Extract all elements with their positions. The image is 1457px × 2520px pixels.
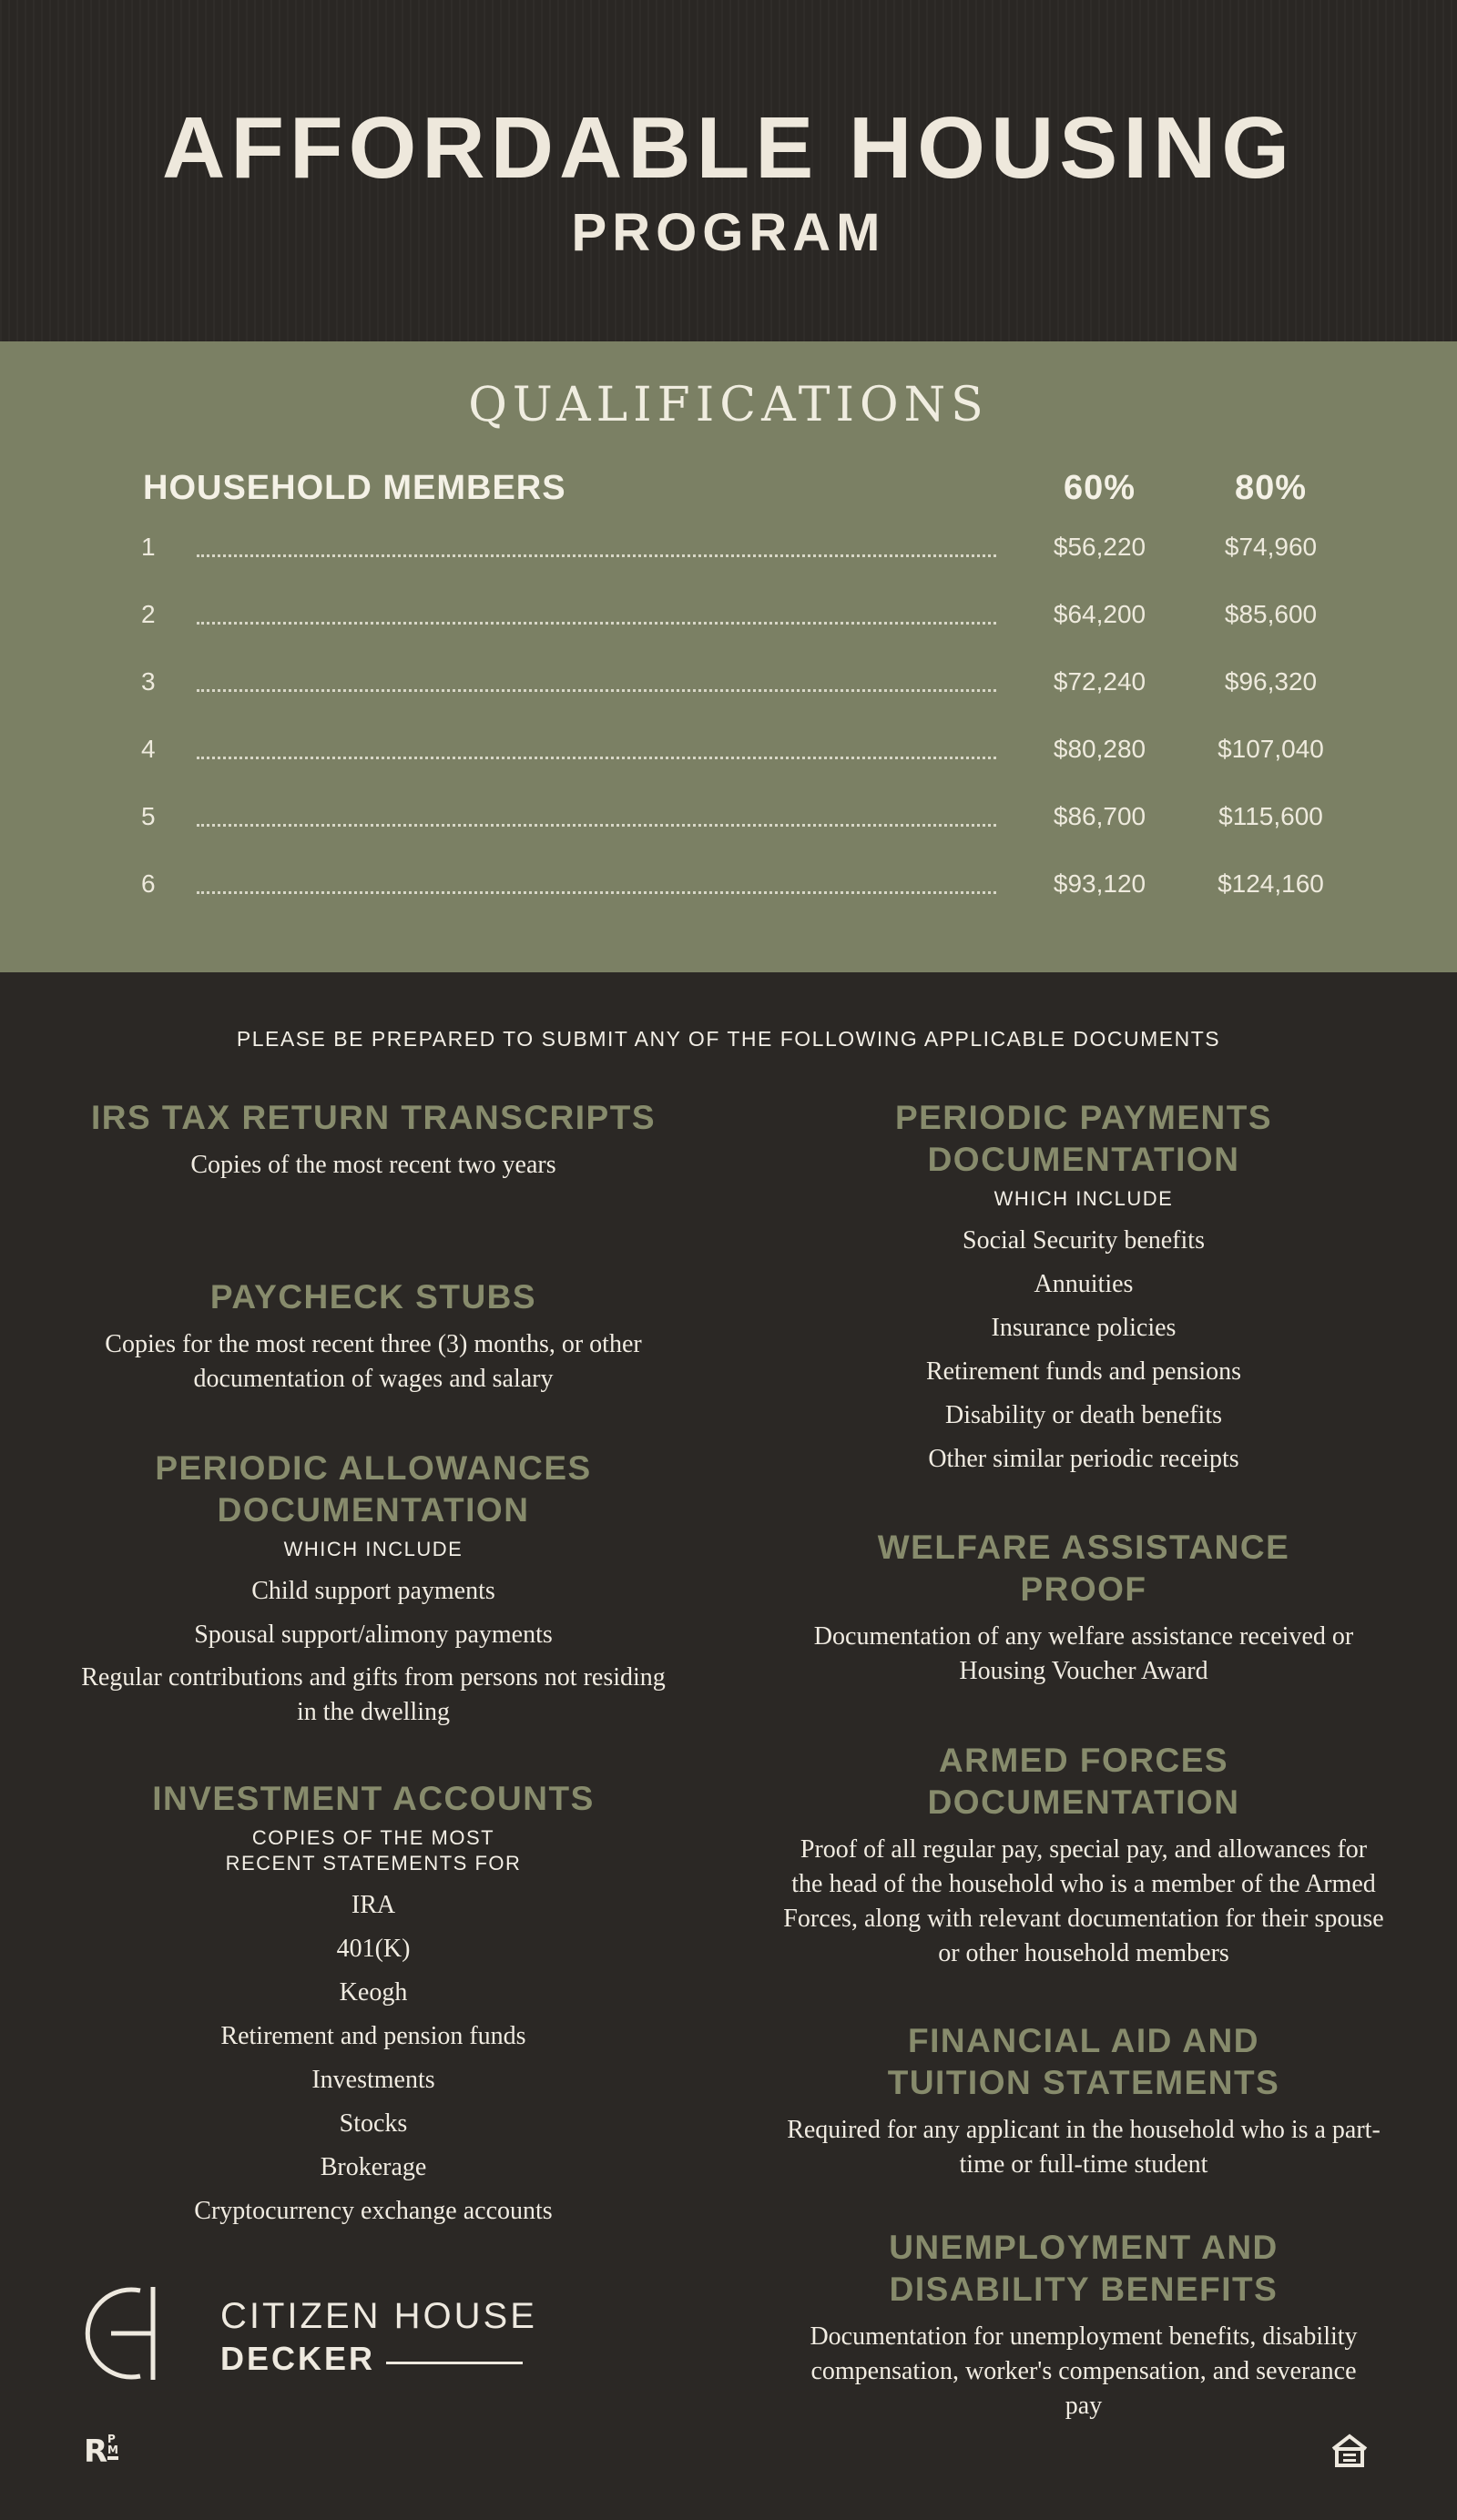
income-row <box>0 802 1457 838</box>
income-60: $93,120 <box>1053 869 1146 898</box>
list-item: Retirement funds and pensions <box>925 1357 1242 1386</box>
irs-section <box>73 1097 674 1183</box>
citizen-house-logo <box>84 2283 557 2393</box>
list-item: Other similar periodic receipts <box>928 1445 1239 1473</box>
investment-list <box>73 1884 674 2233</box>
members-count: 1 <box>141 533 156 561</box>
income-row <box>0 667 1457 704</box>
ch-monogram-icon <box>84 2283 202 2383</box>
household-members-header: HOUSEHOLD MEMBERS <box>143 469 566 507</box>
armed-forces-title: ARMED FORCES DOCUMENTATION <box>927 1742 1240 1821</box>
list-item: Brokerage <box>320 2153 427 2181</box>
dotted-leader <box>197 757 996 759</box>
svg-text:P: P <box>107 2433 116 2445</box>
members-count: 2 <box>141 600 156 628</box>
investment-subtitle: COPIES OF THE MOST RECENT STATEMENTS FOR <box>225 1826 522 1875</box>
income-row <box>0 869 1457 906</box>
paycheck-section <box>73 1276 674 1397</box>
members-count: 5 <box>141 802 156 830</box>
col-80-header: 80% <box>1234 469 1308 507</box>
logo-text-citizen-house: CITIZEN HOUSE <box>220 2296 537 2336</box>
header-banner <box>0 0 1457 341</box>
income-row <box>0 735 1457 771</box>
list-item: Retirement and pension funds <box>220 2022 526 2050</box>
dotted-leader <box>197 891 996 894</box>
allowances-list <box>73 1570 674 1730</box>
financial-aid-desc: Required for any applicant in the household who is a part-time or full-time student <box>787 2116 1381 2179</box>
list-item: Investments <box>311 2066 435 2094</box>
armed-forces-desc: Proof of all regular pay, special pay, and allowances for the head of the household who is a member of the Armed Forces, along with relevant documentation for their spouse or other household members <box>783 1835 1384 1967</box>
financial-aid-title: FINANCIAL AID AND TUITION STATEMENTS <box>887 2022 1280 2101</box>
income-80: $115,600 <box>1218 802 1323 830</box>
paycheck-title: PAYCHECK STUBS <box>209 1278 537 1316</box>
dotted-leader <box>197 824 996 827</box>
income-80: $124,160 <box>1218 869 1324 898</box>
income-80: $96,320 <box>1224 667 1318 696</box>
svg-text:R: R <box>84 2434 108 2467</box>
qualifications-section <box>0 341 1457 972</box>
equal-housing-icon <box>1330 2433 1370 2469</box>
qualifications-title: QUALIFICATIONS <box>468 378 989 432</box>
income-80: $74,960 <box>1224 533 1318 561</box>
dotted-leader <box>197 689 996 692</box>
page-title: AFFORDABLE HOUSING <box>162 99 1295 197</box>
welfare-desc: Documentation of any welfare assistance received or Housing Voucher Award <box>813 1622 1354 1685</box>
payments-list <box>783 1219 1384 1481</box>
unemployment-section <box>783 2227 1384 2423</box>
documents-intro: PLEASE BE PREPARED TO SUBMIT ANY OF THE FOLLOWING APPLICABLE DOCUMENTS <box>236 1027 1221 1051</box>
paycheck-desc: Copies for the most recent three (3) months, or other documentation of wages and salary <box>105 1330 642 1393</box>
income-60: $64,200 <box>1053 600 1146 628</box>
payments-section <box>783 1097 1384 1481</box>
payments-title: PERIODIC PAYMENTS DOCUMENTATION <box>894 1099 1273 1178</box>
logo-text-decker: DECKER <box>220 2340 376 2377</box>
allowances-subtitle: WHICH INCLUDE <box>283 1538 464 1560</box>
list-item: Regular contributions and gifts from persons not residing in the dwelling <box>81 1663 666 1726</box>
income-row <box>0 533 1457 569</box>
members-count: 4 <box>141 735 156 763</box>
svg-text:M: M <box>107 2444 118 2456</box>
welfare-section <box>783 1527 1384 1689</box>
allowances-title: PERIODIC ALLOWANCES DOCUMENTATION <box>155 1449 592 1529</box>
unemployment-title: UNEMPLOYMENT AND DISABILITY BENEFITS <box>889 2229 1279 2308</box>
armed-forces-section <box>783 1740 1384 1971</box>
list-item: Insurance policies <box>991 1314 1177 1342</box>
irs-title: IRS TAX RETURN TRANSCRIPTS <box>90 1099 657 1136</box>
investment-title: INVESTMENT ACCOUNTS <box>152 1780 595 1817</box>
members-count: 3 <box>141 667 156 696</box>
income-60: $86,700 <box>1053 802 1146 830</box>
dotted-leader <box>197 554 996 557</box>
members-count: 6 <box>141 869 156 898</box>
col-60-header: 60% <box>1063 469 1136 507</box>
list-item: Cryptocurrency exchange accounts <box>194 2197 553 2225</box>
list-item: Social Security benefits <box>963 1226 1205 1255</box>
income-60: $72,240 <box>1053 667 1146 696</box>
welfare-title: WELFARE ASSISTANCE PROOF <box>877 1529 1290 1608</box>
list-item: Spousal support/alimony payments <box>194 1621 553 1649</box>
income-row <box>0 600 1457 636</box>
logo-underline <box>386 2362 523 2364</box>
list-item: Stocks <box>339 2109 408 2138</box>
list-item: IRA <box>351 1891 396 1919</box>
dotted-leader <box>197 622 996 625</box>
income-60: $56,220 <box>1053 533 1146 561</box>
page-subtitle: PROGRAM <box>571 203 886 262</box>
income-60: $80,280 <box>1053 735 1146 763</box>
list-item: Keogh <box>339 1978 408 2007</box>
income-80: $107,040 <box>1218 735 1324 763</box>
rpm-logo-icon <box>84 2431 129 2467</box>
payments-subtitle: WHICH INCLUDE <box>993 1187 1174 1210</box>
irs-desc: Copies of the most recent two years <box>190 1151 556 1179</box>
unemployment-desc: Documentation for unemployment benefits, disability compensation, worker's compensation, and severance pay <box>810 2322 1358 2420</box>
investment-section <box>73 1778 674 2233</box>
list-item: Child support payments <box>251 1577 495 1605</box>
allowances-section <box>73 1448 674 1730</box>
financial-aid-section <box>783 2020 1384 2182</box>
income-80: $85,600 <box>1224 600 1318 628</box>
list-item: Annuities <box>1034 1270 1134 1298</box>
list-item: Disability or death benefits <box>944 1401 1223 1429</box>
list-item: 401(K) <box>336 1935 411 1963</box>
